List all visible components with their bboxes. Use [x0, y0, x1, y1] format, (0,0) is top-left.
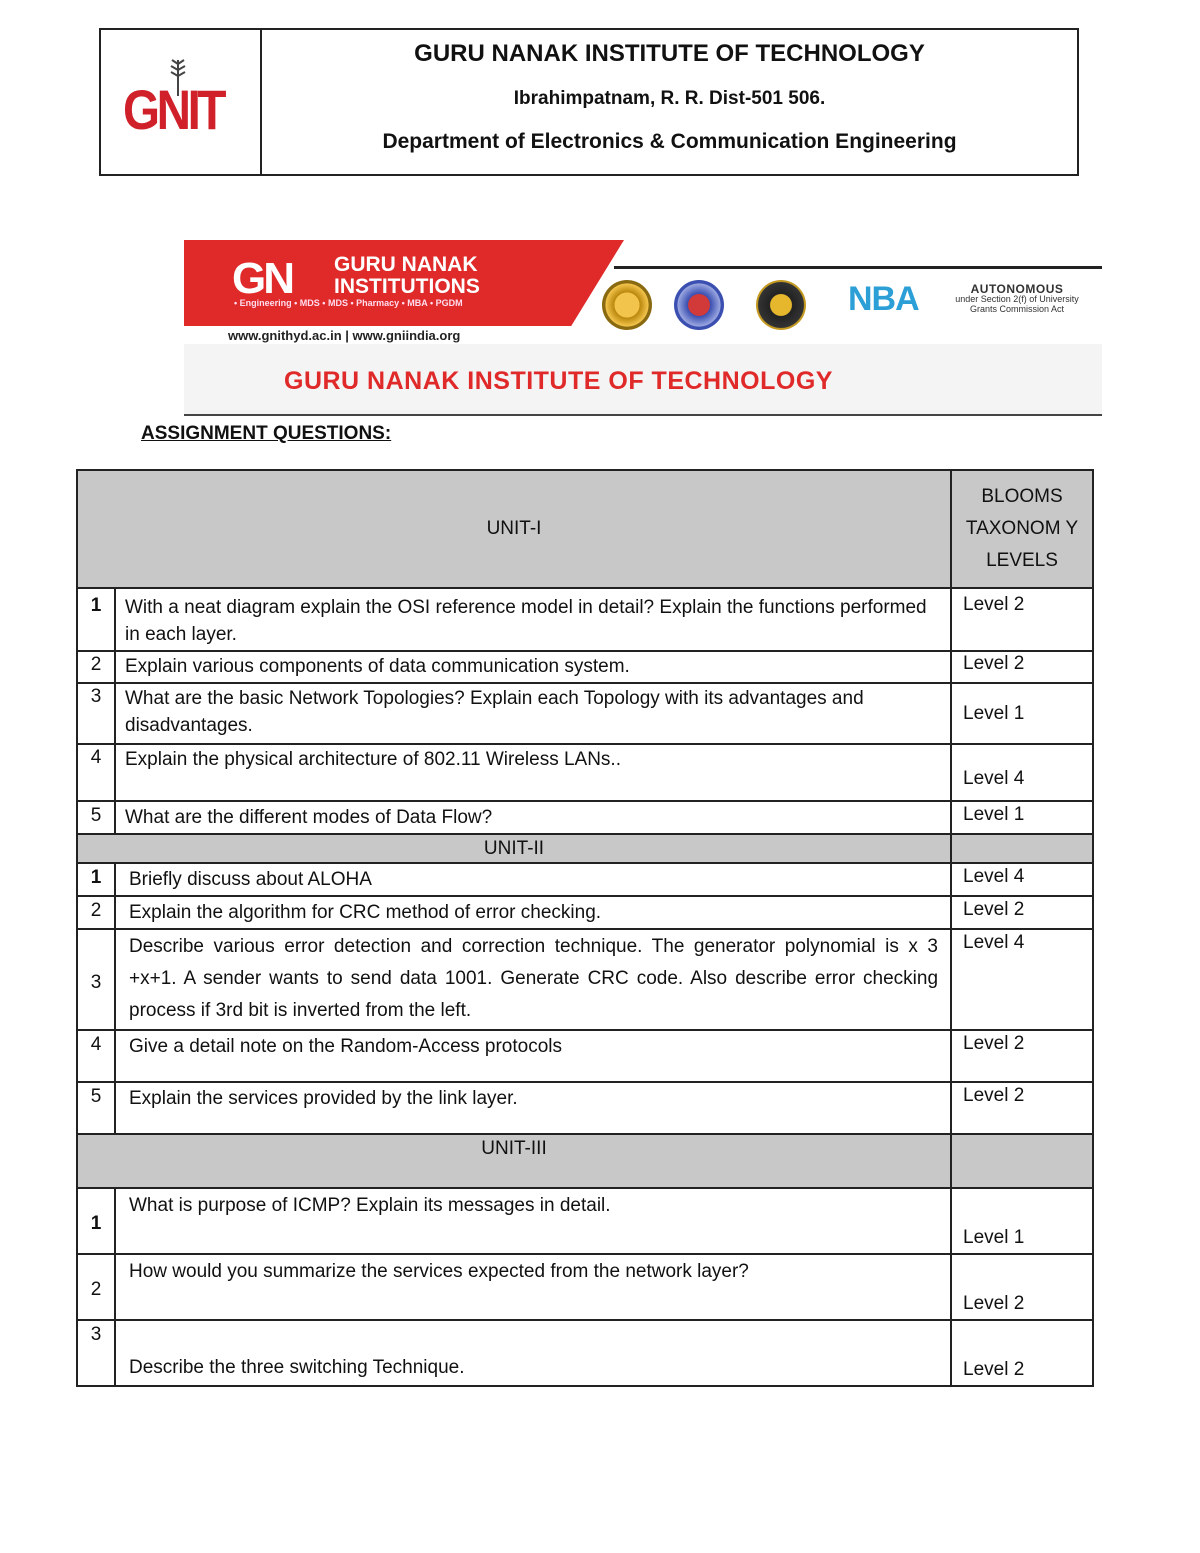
aicte-seal-icon: [602, 280, 652, 330]
table-row: [77, 1030, 1093, 1082]
department-name: Department of Electronics & Communication Engineering: [382, 130, 957, 153]
banner-subtitle: • Engineering • MDS • MDS • Pharmacy • MBA • PGDM: [234, 298, 463, 308]
assignment-heading: ASSIGNMENT QUESTIONS:: [141, 423, 392, 444]
document-header: [99, 28, 1079, 176]
blooms-level: Level 2: [951, 1254, 1093, 1320]
banner-institutions-name: [334, 254, 480, 298]
question-number: 1: [77, 588, 115, 651]
gnit-logo-text: GNIT: [123, 78, 224, 141]
question-text: With a neat diagram explain the OSI reference model in detail? Explain the functions performed in each layer.: [115, 588, 951, 651]
autonomous-badge: [952, 284, 1082, 314]
table-row: [77, 1254, 1093, 1320]
blooms-level: Level 2: [951, 1082, 1093, 1134]
institution-banner: [184, 240, 1102, 416]
autonomous-title: AUTONOMOUS: [970, 282, 1064, 296]
question-number: 2: [77, 651, 115, 683]
banner-logo-gn: GN: [232, 254, 292, 303]
questions-table: [76, 469, 1094, 1387]
question-text: Describe the three switching Technique.: [115, 1320, 951, 1386]
question-text: What are the basic Network Topologies? Explain each Topology with its advantages and disadvantages.: [115, 683, 951, 744]
table-row: [77, 744, 1093, 801]
question-text: Explain various components of data communication system.: [115, 651, 951, 683]
blooms-level: Level 1: [951, 683, 1093, 744]
banner-websites: www.gnithyd.ac.in | www.gniindia.org: [228, 328, 461, 343]
question-text: Explain the services provided by the link layer.: [115, 1082, 951, 1134]
gnit-logo: [101, 30, 262, 174]
blooms-level: Level 2: [951, 651, 1093, 683]
banner-institute-name: GURU NANAK INSTITUTE OF TECHNOLOGY: [284, 367, 833, 395]
question-number: 2: [77, 1254, 115, 1320]
question-text: Describe various error detection and correction technique. The generator polynomial is x 3 +x+1. A sender wants to send data 1001. Generate CRC code. Also describe error checking process if 3rd bit is inverted from the left.: [115, 929, 951, 1030]
blooms-level: Level 2: [951, 1030, 1093, 1082]
table-row: [77, 651, 1093, 683]
question-number: 2: [77, 896, 115, 929]
banner-divider: [614, 266, 1102, 269]
banner-name-line1: GURU NANAK: [334, 253, 478, 276]
question-text: How would you summarize the services expected from the network layer?: [115, 1254, 951, 1320]
table-row: [77, 1188, 1093, 1254]
question-text: Briefly discuss about ALOHA: [115, 863, 951, 896]
question-text: Explain the algorithm for CRC method of error checking.: [115, 896, 951, 929]
blooms-level: Level 4: [951, 929, 1093, 1030]
table-row: [77, 683, 1093, 744]
blooms-level: Level 1: [951, 801, 1093, 834]
table-row: [77, 896, 1093, 929]
unit-title: UNIT-II: [77, 834, 951, 863]
blooms-level: Level 2: [951, 896, 1093, 929]
blooms-header: BLOOMS TAXONOM Y LEVELS: [951, 470, 1093, 588]
unit-header-row: [77, 1134, 1093, 1188]
table-row: [77, 801, 1093, 834]
table-row: [77, 588, 1093, 651]
blooms-level: Level 4: [951, 863, 1093, 896]
blooms-level: Level 1: [951, 1188, 1093, 1254]
question-number: 5: [77, 1082, 115, 1134]
unit-level-blank: [951, 834, 1093, 863]
table-row: [77, 1082, 1093, 1134]
question-text: Explain the physical architecture of 802.11 Wireless LANs..: [115, 744, 951, 801]
institute-address: Ibrahimpatnam, R. R. Dist-501 506.: [513, 88, 826, 109]
unit-header-row: [77, 470, 1093, 588]
blooms-level: Level 2: [951, 1320, 1093, 1386]
banner-name-line2: INSTITUTIONS: [334, 275, 480, 298]
question-text: Give a detail note on the Random-Access protocols: [115, 1030, 951, 1082]
blooms-level: Level 2: [951, 588, 1093, 651]
question-text: What is purpose of ICMP? Explain its messages in detail.: [115, 1188, 951, 1254]
unit-title: UNIT-I: [77, 470, 951, 588]
jntu-seal-icon: [674, 280, 724, 330]
nba-logo: NBA: [848, 280, 919, 318]
unit-header-row: [77, 834, 1093, 863]
naac-seal-icon: [756, 280, 806, 330]
question-number: 1: [77, 1188, 115, 1254]
unit-title: UNIT-III: [77, 1134, 951, 1188]
table-row: [77, 863, 1093, 896]
autonomous-text: under Section 2(f) of University Grants Commission Act: [955, 294, 1079, 314]
blooms-level: Level 4: [951, 744, 1093, 801]
question-number: 3: [77, 683, 115, 744]
unit-level-blank: [951, 1134, 1093, 1188]
question-number: 4: [77, 1030, 115, 1082]
question-number: 3: [77, 929, 115, 1030]
table-row: [77, 1320, 1093, 1386]
question-number: 5: [77, 801, 115, 834]
question-number: 3: [77, 1320, 115, 1386]
banner-bottom-line: [184, 414, 1102, 416]
question-number: 4: [77, 744, 115, 801]
institute-title: GURU NANAK INSTITUTE OF TECHNOLOGY: [414, 40, 925, 67]
question-text: What are the different modes of Data Flow?: [115, 801, 951, 834]
question-number: 1: [77, 863, 115, 896]
table-row: [77, 929, 1093, 1030]
